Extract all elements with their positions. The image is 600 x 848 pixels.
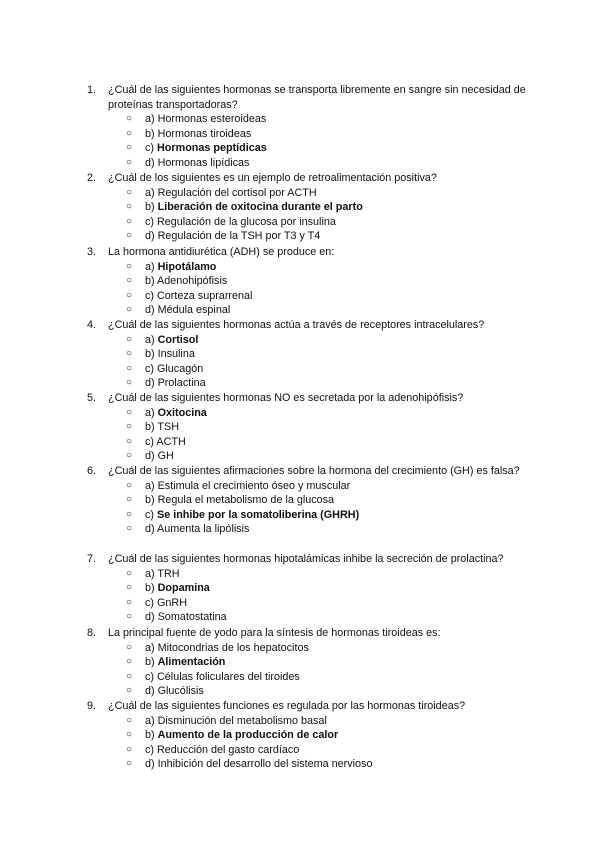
option-label: Reducción del gasto cardíaco xyxy=(157,743,300,756)
option-a: ○ a) Cortisol xyxy=(126,333,199,346)
question-text: La principal fuente de yodo para la síntesis de hormonas tiroideas es: xyxy=(108,627,441,639)
option-a: ○ a) Mitocondrias de los hepatocitos xyxy=(126,641,309,654)
question-text: ¿Cuál de las siguientes funciones es regulada por las hormonas tiroideas? xyxy=(108,700,466,712)
option-c: ○ c) Corteza suprarrenal xyxy=(126,289,253,302)
option-label: Hormonas tiroideas xyxy=(157,127,252,140)
question-number: 4. xyxy=(87,319,97,331)
option-c: ○ c) Se inhibe por la somatoliberina (GHRH) xyxy=(126,508,360,521)
question-7 xyxy=(0,552,600,625)
circle-bullet-icon: ○ xyxy=(126,377,133,389)
option-a: ○ a) Regulación del cortisol por ACTH xyxy=(126,186,317,199)
circle-bullet-icon: ○ xyxy=(126,435,133,447)
circle-bullet-icon: ○ xyxy=(126,523,133,535)
circle-bullet-icon: ○ xyxy=(126,406,133,418)
option-label: Somatostatina xyxy=(157,611,227,624)
circle-bullet-icon: ○ xyxy=(126,450,133,462)
option-label: Estimula el crecimiento óseo y muscular xyxy=(157,479,351,492)
option-list xyxy=(0,112,600,170)
correct-answer: Oxitocina xyxy=(157,406,207,419)
option-b: ○ b) TSH xyxy=(126,421,180,434)
circle-bullet-icon: ○ xyxy=(126,275,133,287)
option-label: Disminución del metabolismo basal xyxy=(157,714,327,727)
option-label: Insulina xyxy=(157,348,195,361)
circle-bullet-icon: ○ xyxy=(126,260,133,272)
question-8 xyxy=(0,626,600,699)
option-b: ○ b) Dopamina xyxy=(126,582,210,595)
correct-answer: Hormonas peptídicas xyxy=(157,142,267,155)
option-label: TRH xyxy=(157,567,180,580)
option-list xyxy=(0,186,600,244)
question-number: 7. xyxy=(87,553,97,565)
option-c: ○ c) ACTH xyxy=(126,435,186,448)
circle-bullet-icon: ○ xyxy=(126,333,133,345)
question-2 xyxy=(0,171,600,244)
circle-bullet-icon: ○ xyxy=(126,142,133,154)
option-c: ○ c) Glucagón xyxy=(126,362,204,375)
option-list xyxy=(0,567,600,625)
option-b: ○ b) Liberación de oxitocina durante el parto xyxy=(126,201,363,214)
option-d: ○ d) Médula espinal xyxy=(126,304,231,317)
option-label: TSH xyxy=(157,421,180,434)
question-text: La hormona antidiurética (ADH) se produce en: xyxy=(108,246,335,258)
circle-bullet-icon: ○ xyxy=(126,304,133,316)
circle-bullet-icon: ○ xyxy=(126,127,133,139)
option-b: ○ b) Regula el metabolismo de la glucosa xyxy=(126,494,335,507)
option-label: GnRH xyxy=(157,596,187,609)
option-a: ○ a) TRH xyxy=(126,567,180,580)
option-label: Mitocondrias de los hepatocitos xyxy=(157,641,309,654)
circle-bullet-icon: ○ xyxy=(126,289,133,301)
circle-bullet-icon: ○ xyxy=(126,743,133,755)
correct-answer: Liberación de oxitocina durante el parto xyxy=(157,201,363,214)
option-d: ○ d) Hormonas lipídicas xyxy=(126,156,250,169)
circle-bullet-icon: ○ xyxy=(126,729,133,741)
option-label: Hormonas lipídicas xyxy=(157,156,250,169)
option-label: Regulación de la glucosa por insulina xyxy=(157,215,336,228)
correct-answer: Hipotálamo xyxy=(157,260,217,273)
option-b: ○ b) Adenohipófisis xyxy=(126,275,228,288)
option-c: ○ c) Regulación de la glucosa por insulina xyxy=(126,215,336,228)
option-label: Regulación del cortisol por ACTH xyxy=(157,186,317,199)
option-d: ○ d) Somatostatina xyxy=(126,611,227,624)
option-d: ○ d) GH xyxy=(126,450,174,463)
circle-bullet-icon: ○ xyxy=(126,685,133,697)
circle-bullet-icon: ○ xyxy=(126,230,133,242)
circle-bullet-icon: ○ xyxy=(126,596,133,608)
question-1 xyxy=(0,83,600,171)
question-9 xyxy=(0,699,600,772)
option-a: ○ a) Oxitocina xyxy=(126,406,207,419)
option-label: Médula espinal xyxy=(157,304,231,317)
question-text: ¿Cuál de las siguientes hormonas actúa a través de receptores intracelulares? xyxy=(108,319,485,331)
correct-answer: Dopamina xyxy=(157,582,210,595)
question-number: 9. xyxy=(87,700,97,712)
option-a: ○ a) Hipotálamo xyxy=(126,260,217,273)
question-text: ¿Cuál de los siguientes es un ejemplo de retroalimentación positiva? xyxy=(108,172,437,184)
circle-bullet-icon: ○ xyxy=(126,186,133,198)
circle-bullet-icon: ○ xyxy=(126,611,133,623)
option-list xyxy=(0,406,600,464)
option-b: ○ b) Aumento de la producción de calor xyxy=(126,729,339,742)
option-list xyxy=(0,479,600,537)
circle-bullet-icon: ○ xyxy=(126,113,133,125)
question-6 xyxy=(0,464,600,537)
option-label: Inhibición del desarrollo del sistema nervioso xyxy=(157,758,373,771)
option-a: ○ a) Estimula el crecimiento óseo y muscular xyxy=(126,479,351,492)
option-label: Glucagón xyxy=(157,362,204,375)
option-d: ○ d) Inhibición del desarrollo del sistema nervioso xyxy=(126,758,373,771)
option-label: Aumenta la lipólisis xyxy=(157,523,250,536)
circle-bullet-icon: ○ xyxy=(126,656,133,668)
option-label: Glucólisis xyxy=(157,685,204,698)
circle-bullet-icon: ○ xyxy=(126,421,133,433)
question-text: ¿Cuál de las siguientes hormonas hipotalámicas inhibe la secreción de prolactina? xyxy=(108,553,504,565)
option-list xyxy=(0,714,600,772)
option-b: ○ b) Hormonas tiroideas xyxy=(126,127,252,140)
option-d: ○ d) Prolactina xyxy=(126,377,206,390)
circle-bullet-icon: ○ xyxy=(126,479,133,491)
option-label: Corteza suprarrenal xyxy=(157,289,253,302)
circle-bullet-icon: ○ xyxy=(126,215,133,227)
question-5 xyxy=(0,391,600,464)
correct-answer: Se inhibe por la somatoliberina (GHRH) xyxy=(157,508,360,521)
option-c: ○ c) GnRH xyxy=(126,596,187,609)
option-label: Células foliculares del tiroides xyxy=(157,670,300,683)
question-number: 2. xyxy=(87,172,97,184)
option-label: Prolactina xyxy=(157,377,206,390)
option-d: ○ d) Aumenta la lipólisis xyxy=(126,523,250,536)
option-c: ○ c) Células foliculares del tiroides xyxy=(126,670,300,683)
circle-bullet-icon: ○ xyxy=(126,670,133,682)
question-3 xyxy=(0,245,600,318)
option-label: Hormonas esteroideas xyxy=(157,113,267,126)
question-text: ¿Cuál de las siguientes afirmaciones sobre la hormona del crecimiento (GH) es falsa? xyxy=(108,465,520,477)
circle-bullet-icon: ○ xyxy=(126,362,133,374)
option-b: ○ b) Alimentación xyxy=(126,656,226,669)
option-a: ○ a) Hormonas esteroideas xyxy=(126,113,267,126)
correct-answer: Aumento de la producción de calor xyxy=(157,729,339,742)
option-list xyxy=(0,333,600,391)
option-c: ○ c) Hormonas peptídicas xyxy=(126,142,267,155)
circle-bullet-icon: ○ xyxy=(126,758,133,770)
option-a: ○ a) Disminución del metabolismo basal xyxy=(126,714,327,727)
option-list xyxy=(0,260,600,318)
circle-bullet-icon: ○ xyxy=(126,714,133,726)
question-4 xyxy=(0,318,600,391)
question-number: 8. xyxy=(87,627,97,639)
circle-bullet-icon: ○ xyxy=(126,641,133,653)
circle-bullet-icon: ○ xyxy=(126,508,133,520)
circle-bullet-icon: ○ xyxy=(126,348,133,360)
correct-answer: Alimentación xyxy=(157,656,226,669)
question-text: ¿Cuál de las siguientes hormonas se transporta libremente en sangre sin necesidad de proteínas transportadoras? xyxy=(108,84,526,111)
question-text: ¿Cuál de las siguientes hormonas NO es secretada por la adenohipófisis? xyxy=(108,392,464,404)
option-list xyxy=(0,641,600,699)
question-number: 1. xyxy=(87,84,97,96)
option-label: Adenohipófisis xyxy=(157,275,228,288)
option-b: ○ b) Insulina xyxy=(126,348,195,361)
question-number: 6. xyxy=(87,465,97,477)
option-d: ○ d) Glucólisis xyxy=(126,685,204,698)
option-label: ACTH xyxy=(156,435,186,448)
circle-bullet-icon: ○ xyxy=(126,567,133,579)
circle-bullet-icon: ○ xyxy=(126,156,133,168)
option-label: Regulación de la TSH por T3 y T4 xyxy=(157,230,321,243)
option-label: Regula el metabolismo de la glucosa xyxy=(157,494,335,507)
question-number: 3. xyxy=(87,246,97,258)
circle-bullet-icon: ○ xyxy=(126,582,133,594)
circle-bullet-icon: ○ xyxy=(126,201,133,213)
option-d: ○ d) Regulación de la TSH por T3 y T4 xyxy=(126,230,321,243)
question-number: 5. xyxy=(87,392,97,404)
correct-answer: Cortisol xyxy=(157,333,199,346)
option-c: ○ c) Reducción del gasto cardíaco xyxy=(126,743,300,756)
option-label: GH xyxy=(157,450,174,463)
circle-bullet-icon: ○ xyxy=(126,494,133,506)
